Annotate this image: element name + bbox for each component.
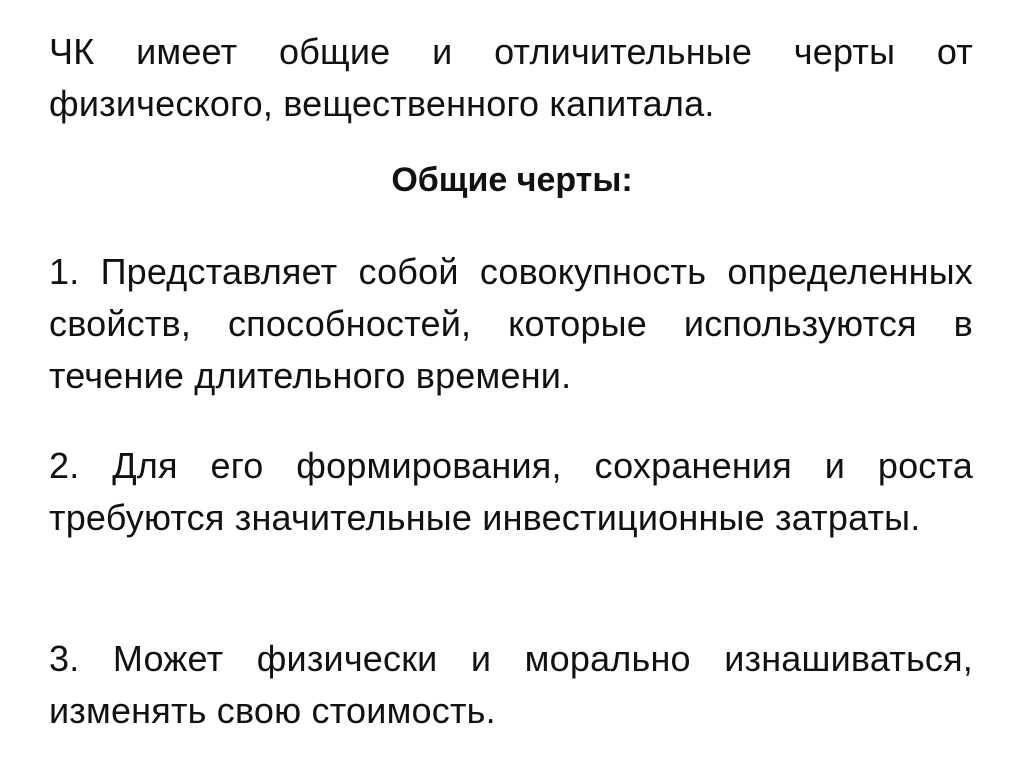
list-item: 1. Представляет собой совокупность определенных свойств, способностей, которые используются в течение длительного времени. <box>49 251 973 396</box>
list-item: 2. Для его формирования, сохранения и роста требуются значительные инвестиционные затраты. <box>49 445 973 538</box>
list-item: 3. Может физически и морально изнашиваться, изменять свою стоимость. <box>49 638 973 731</box>
intro-paragraph: ЧК имеет общие и отличительные черты от физического, вещественного капитала. <box>49 31 973 124</box>
section-heading: Общие черты: <box>391 161 633 199</box>
